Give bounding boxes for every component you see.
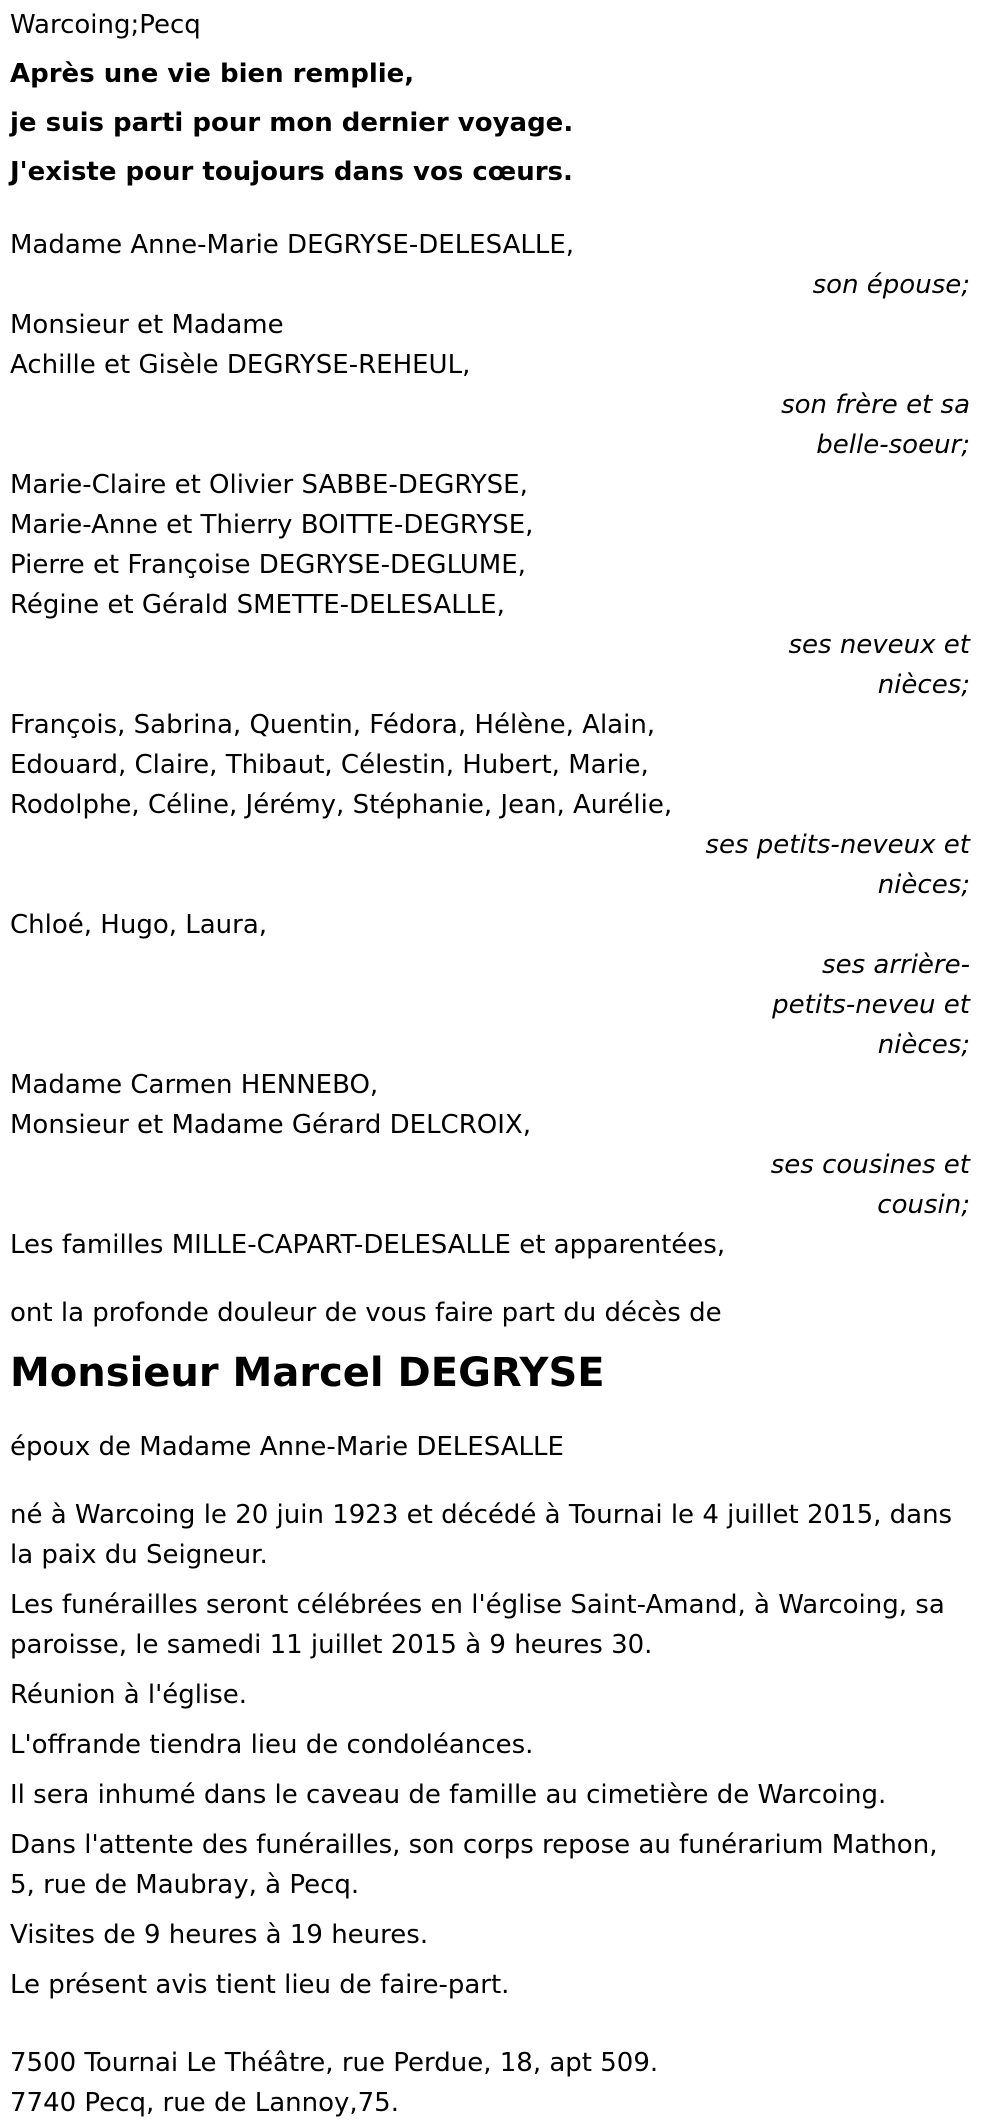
announcement-line: ont la profonde douleur de vous faire part du décès de	[10, 1298, 722, 1328]
verse-line: Après une vie bien remplie,	[10, 59, 415, 89]
relationship-label: belle-soeur;	[816, 430, 970, 460]
deceased-name: Monsieur Marcel DEGRYSE	[10, 1350, 605, 1396]
relationship-label: nièces;	[877, 1030, 970, 1060]
relationship-label: ses cousines et	[770, 1150, 970, 1180]
family-name-line: Pierre et Françoise DEGRYSE-DEGLUME,	[10, 550, 526, 580]
verse-line: J'existe pour toujours dans vos cœurs.	[10, 157, 573, 187]
addresses	[10, 2043, 970, 2123]
relationship-label: cousin;	[877, 1190, 970, 1220]
family-group-sibling	[10, 305, 970, 465]
detail-paragraph: L'offrande tiendra lieu de condoléances.	[10, 1730, 534, 1760]
detail-paragraph: Il sera inhumé dans le caveau de famille au cimetière de Warcoing.	[10, 1780, 887, 1810]
family-group-spouse	[10, 225, 970, 305]
verse-line: je suis parti pour mon dernier voyage.	[10, 108, 574, 138]
family-name-line: Les familles MILLE-CAPART-DELESALLE et apparentées,	[10, 1230, 726, 1260]
detail-paragraph: Dans l'attente des funérailles, son corps repose au funérarium Mathon, 5, rue de Maubray, à Pecq.	[10, 1830, 938, 1900]
family-name-line: Rodolphe, Céline, Jérémy, Stéphanie, Jean, Aurélie,	[10, 790, 673, 820]
family-group-grand-nephews	[10, 705, 970, 905]
relationship-label: son épouse;	[812, 270, 970, 300]
family-name-line: Chloé, Hugo, Laura,	[10, 910, 268, 940]
relationship-label: ses arrière-	[822, 950, 970, 980]
funeral-details	[10, 1495, 970, 2005]
family-name-line: Monsieur et Madame Gérard DELCROIX,	[10, 1110, 531, 1140]
family-name-line: Achille et Gisèle DEGRYSE-REHEUL,	[10, 350, 471, 380]
spouse-line: époux de Madame Anne-Marie DELESALLE	[10, 1432, 564, 1462]
relationship-label: ses petits-neveux et	[705, 830, 970, 860]
family-group-nephews	[10, 465, 970, 705]
family-name-line: Marie-Claire et Olivier SABBE-DEGRYSE,	[10, 470, 528, 500]
relationship-label: nièces;	[877, 670, 970, 700]
family-group-great-grand-nephews	[10, 905, 970, 1065]
family-name-line: Marie-Anne et Thierry BOITTE-DEGRYSE,	[10, 510, 534, 540]
detail-paragraph: Visites de 9 heures à 19 heures.	[10, 1920, 429, 1950]
family-name-line: Monsieur et Madame	[10, 310, 284, 340]
detail-paragraph: Les funérailles seront célébrées en l'église Saint-Amand, à Warcoing, sa paroisse, le samedi 11 juillet 2015 à 9 heures 30.	[10, 1590, 945, 1660]
detail-paragraph: Le présent avis tient lieu de faire-part.	[10, 1970, 510, 2000]
family-name-line: Edouard, Claire, Thibaut, Célestin, Hubert, Marie,	[10, 750, 649, 780]
family-group-families	[10, 1225, 970, 1265]
verse	[10, 50, 970, 197]
family-group-cousins	[10, 1065, 970, 1225]
address-line: 7500 Tournai Le Théâtre, rue Perdue, 18, apt 509.	[10, 2048, 659, 2078]
address-line: 7740 Pecq, rue de Lannoy,75.	[10, 2088, 399, 2118]
location-line: Warcoing;Pecq	[10, 10, 201, 40]
family-name-line: Régine et Gérald SMETTE-DELESALLE,	[10, 590, 505, 620]
family-name-line: Madame Anne-Marie DEGRYSE-DELESALLE,	[10, 230, 575, 260]
detail-paragraph: né à Warcoing le 20 juin 1923 et décédé à Tournai le 4 juillet 2015, dans la paix du Seigneur.	[10, 1500, 953, 1570]
family-name-line: François, Sabrina, Quentin, Fédora, Hélène, Alain,	[10, 710, 656, 740]
family-name-line: Madame Carmen HENNEBO,	[10, 1070, 379, 1100]
relationship-label: son frère et sa	[781, 390, 970, 420]
detail-paragraph: Réunion à l'église.	[10, 1680, 248, 1710]
relationship-label: nièces;	[877, 870, 970, 900]
relationship-label: petits-neveu et	[772, 990, 970, 1020]
relationship-label: ses neveux et	[788, 630, 970, 660]
